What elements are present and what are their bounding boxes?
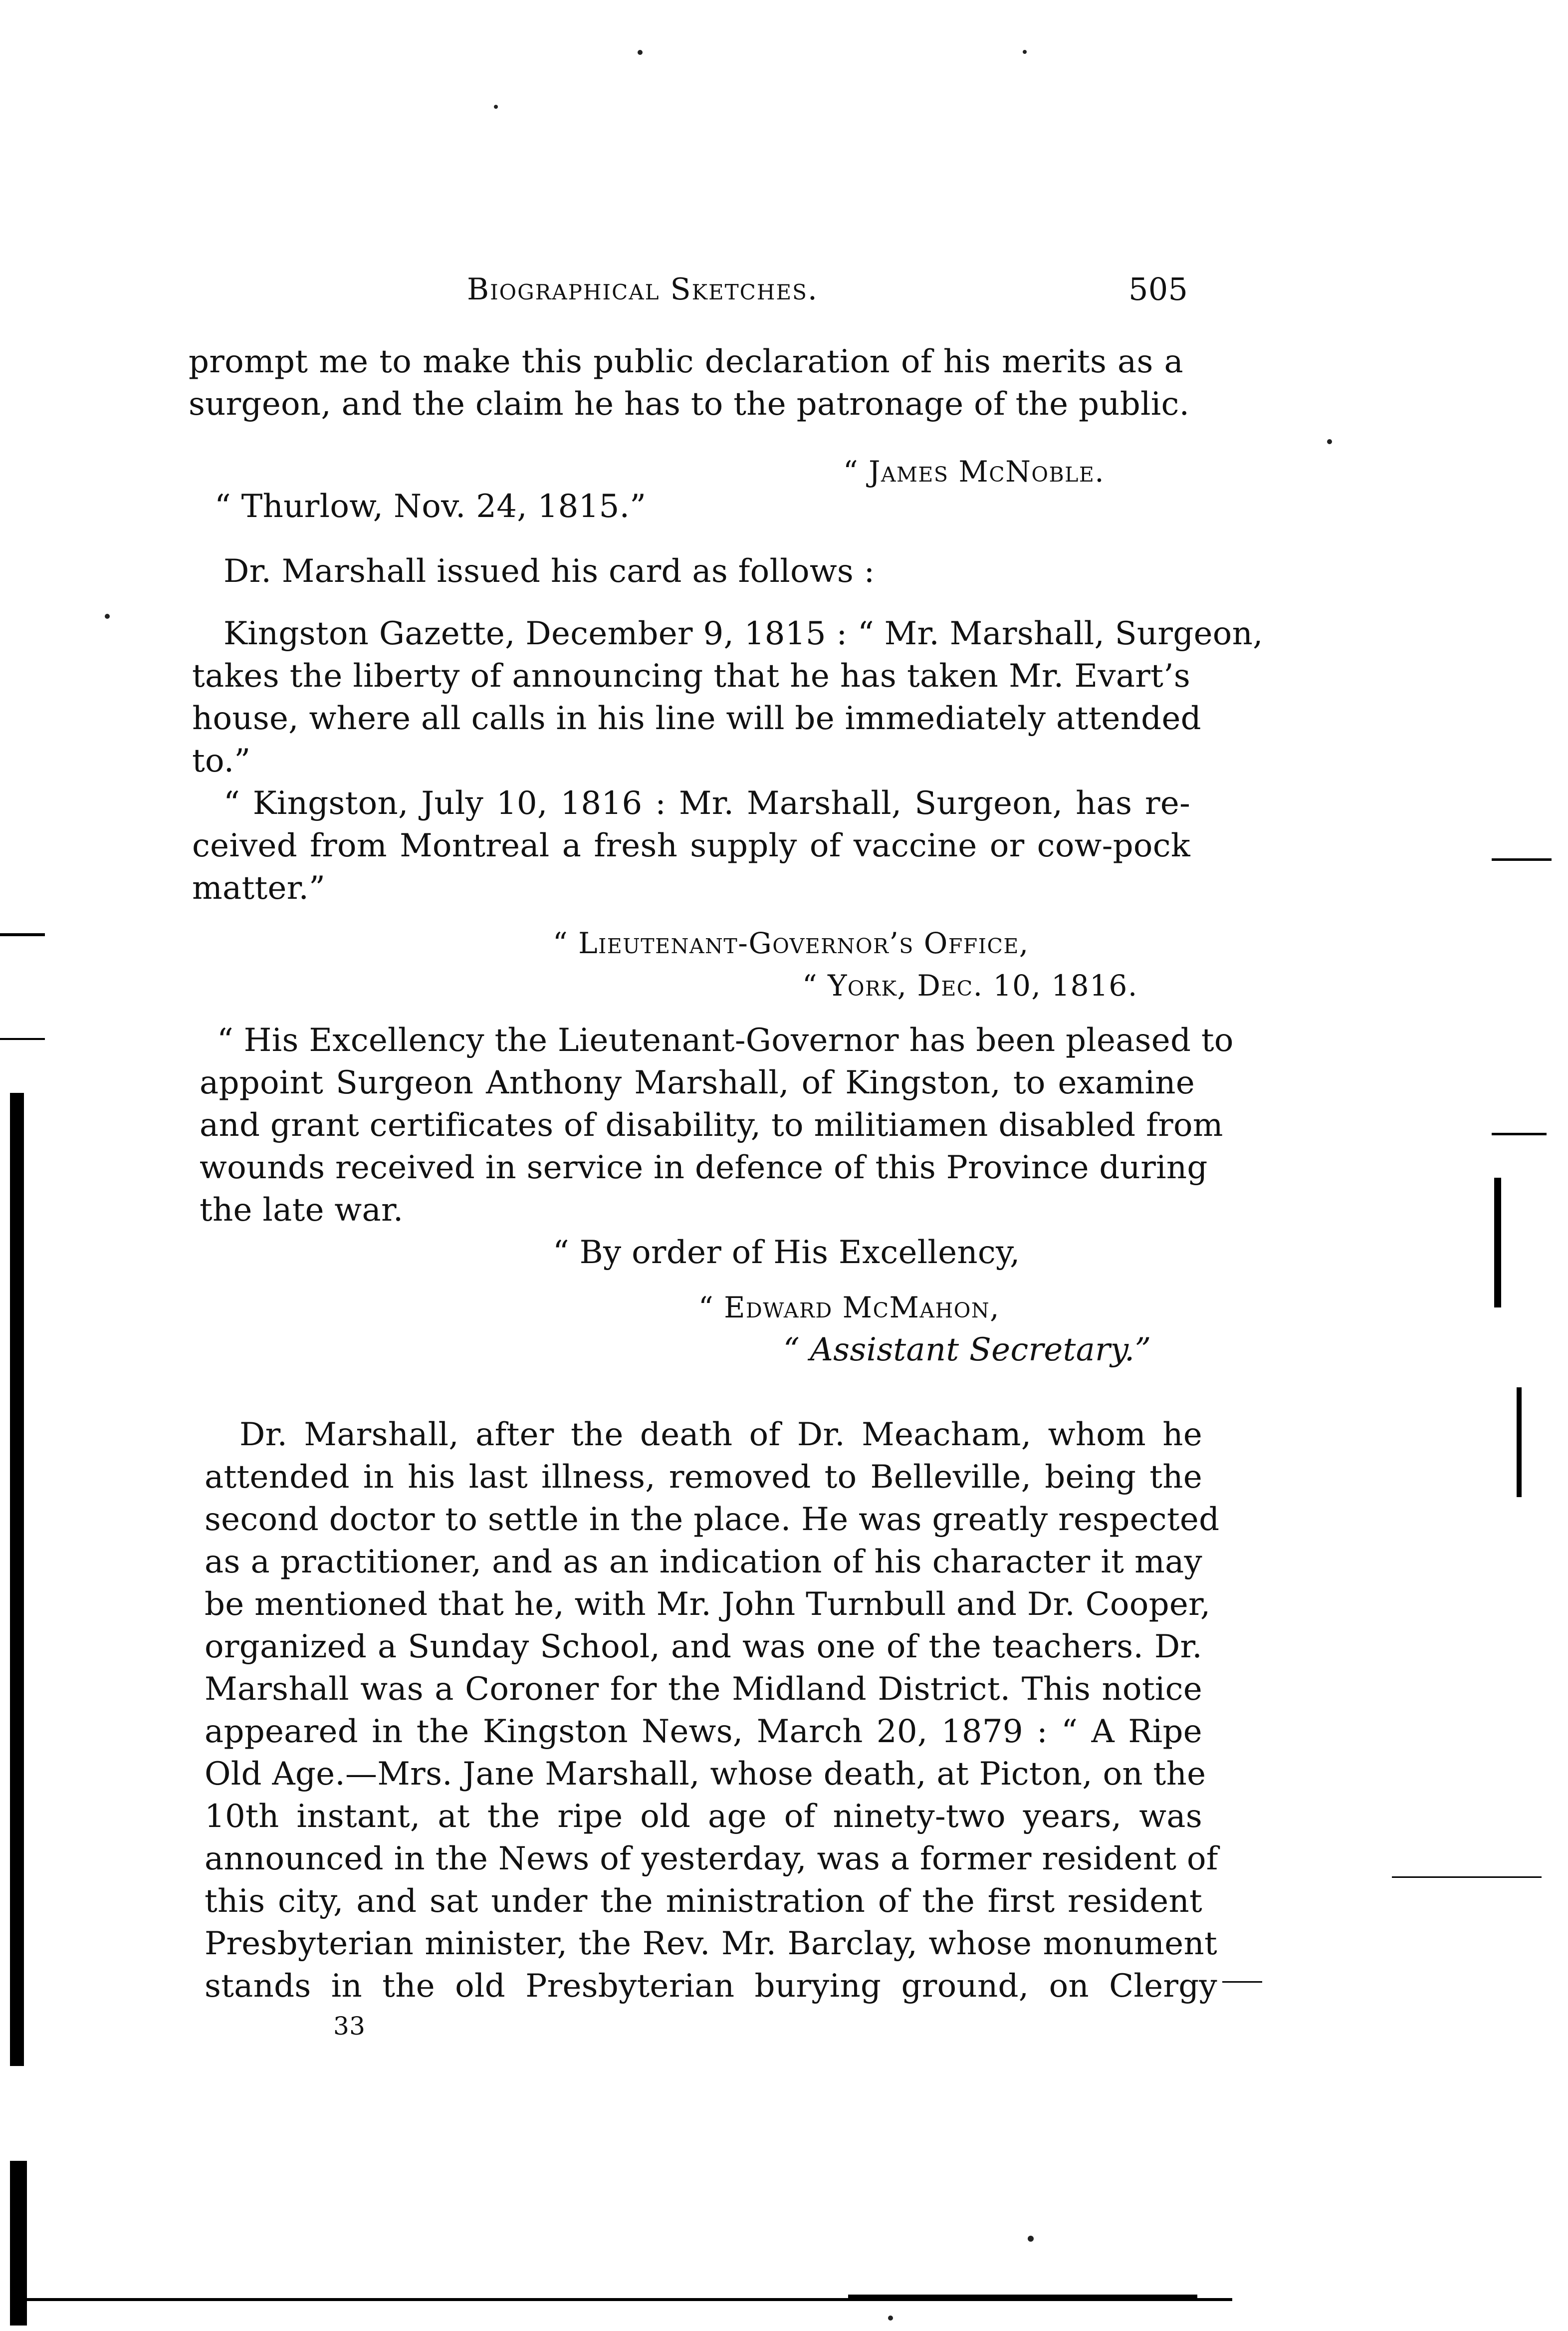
text-line: stands in the old Presbyterian burying ground, on Clergy bbox=[205, 1968, 1217, 2005]
text-line: Kingston Gazette, December 9, 1815 : “ Mr. Marshall, Surgeon, bbox=[224, 615, 1263, 652]
text-line: second doctor to settle in the place. He was greatly respected bbox=[205, 1501, 1220, 1538]
page-number: 505 bbox=[1128, 271, 1188, 307]
scan-bottom-rule bbox=[848, 2295, 1197, 2300]
text-line: this city, and sat under the ministration of the first resident bbox=[205, 1883, 1202, 1920]
text-line: Dr. Marshall, after the death of Dr. Meacham, whom he bbox=[239, 1416, 1202, 1453]
scan-right-mark bbox=[1392, 1876, 1542, 1878]
text-line: Presbyterian minister, the Rev. Mr. Barclay, whose monument bbox=[205, 1925, 1217, 1962]
text-line: Old Age.—Mrs. Jane Marshall, whose death, at Picton, on the bbox=[205, 1756, 1206, 1793]
signature-name: “ James McNoble. bbox=[843, 455, 1105, 489]
text-line: surgeon, and the claim he has to the patronage of the public. bbox=[189, 386, 1190, 423]
order-line: “ By order of His Excellency, bbox=[553, 1234, 1020, 1271]
text-line: prompt me to make this public declaration of his merits as a bbox=[189, 343, 1183, 380]
text-line: “ His Excellency the Lieutenant-Governor has been pleased to bbox=[217, 1022, 1234, 1059]
text-line: house, where all calls in his line will be immediately attended bbox=[192, 700, 1201, 737]
text-line: takes the liberty of announcing that he has taken Mr. Evart’s bbox=[192, 658, 1190, 695]
scan-speck bbox=[1023, 50, 1027, 54]
scan-right-mark bbox=[1492, 858, 1552, 861]
secretary-name: “ Edward McMahon, bbox=[698, 1291, 1000, 1324]
scan-right-bar bbox=[1494, 1178, 1501, 1307]
running-title: Biographical Sketches. bbox=[467, 272, 818, 307]
text-line: attended in his last illness, removed to Belleville, being the bbox=[205, 1459, 1202, 1496]
text-line: 10th instant, at the ripe old age of ninety-two years, was bbox=[205, 1798, 1202, 1835]
signature-mark: 33 bbox=[333, 2012, 366, 2041]
scan-speck bbox=[1327, 439, 1332, 444]
secretary-title: “ Assistant Secretary.” bbox=[783, 1331, 1151, 1368]
office-dateline: “ York, Dec. 10, 1816. bbox=[802, 969, 1138, 1003]
text-line: matter.” bbox=[192, 870, 326, 907]
text-line: Dr. Marshall issued his card as follows : bbox=[224, 553, 875, 590]
text-line: wounds received in service in defence of this Province during bbox=[200, 1149, 1208, 1186]
text-line: appeared in the Kingston News, March 20, 1879 : “ A Ripe bbox=[205, 1713, 1202, 1750]
text-line: and grant certificates of disability, to militiamen disabled from bbox=[200, 1107, 1223, 1144]
text-line: organized a Sunday School, and was one of the teachers. Dr. bbox=[205, 1628, 1202, 1665]
scan-speck bbox=[888, 2316, 893, 2321]
text-line: ceived from Montreal a fresh supply of vaccine or cow-pock bbox=[192, 827, 1190, 864]
text-line: as a practitioner, and as an indication of his character it may bbox=[205, 1544, 1202, 1580]
scan-edge-bar bbox=[10, 1093, 24, 2066]
text-line: the late war. bbox=[200, 1192, 404, 1229]
scan-speck bbox=[105, 614, 110, 619]
text-line: appoint Surgeon Anthony Marshall, of Kingston, to examine bbox=[200, 1064, 1195, 1101]
text-line: to.” bbox=[192, 743, 251, 779]
scan-speck bbox=[1028, 2236, 1034, 2242]
scan-right-mark bbox=[1492, 1133, 1547, 1135]
text-line: be mentioned that he, with Mr. John Turnbull and Dr. Cooper, bbox=[205, 1586, 1211, 1623]
text-line: announced in the News of yesterday, was a former resident of bbox=[205, 1840, 1218, 1877]
scan-speck bbox=[638, 50, 643, 55]
office-heading: “ Lieutenant-Governor’s Office, bbox=[553, 926, 1029, 960]
scan-speck bbox=[494, 105, 498, 109]
scan-right-mark bbox=[1222, 1981, 1262, 1983]
dateline: “ Thurlow, Nov. 24, 1815.” bbox=[215, 488, 647, 525]
scan-edge-mark bbox=[0, 933, 45, 936]
scan-edge-mark bbox=[0, 1038, 45, 1040]
text-line: Marshall was a Coroner for the Midland District. This notice bbox=[205, 1671, 1202, 1708]
scan-right-bar bbox=[1517, 1387, 1522, 1497]
text-line: “ Kingston, July 10, 1816 : Mr. Marshall, Surgeon, has re- bbox=[224, 785, 1190, 822]
